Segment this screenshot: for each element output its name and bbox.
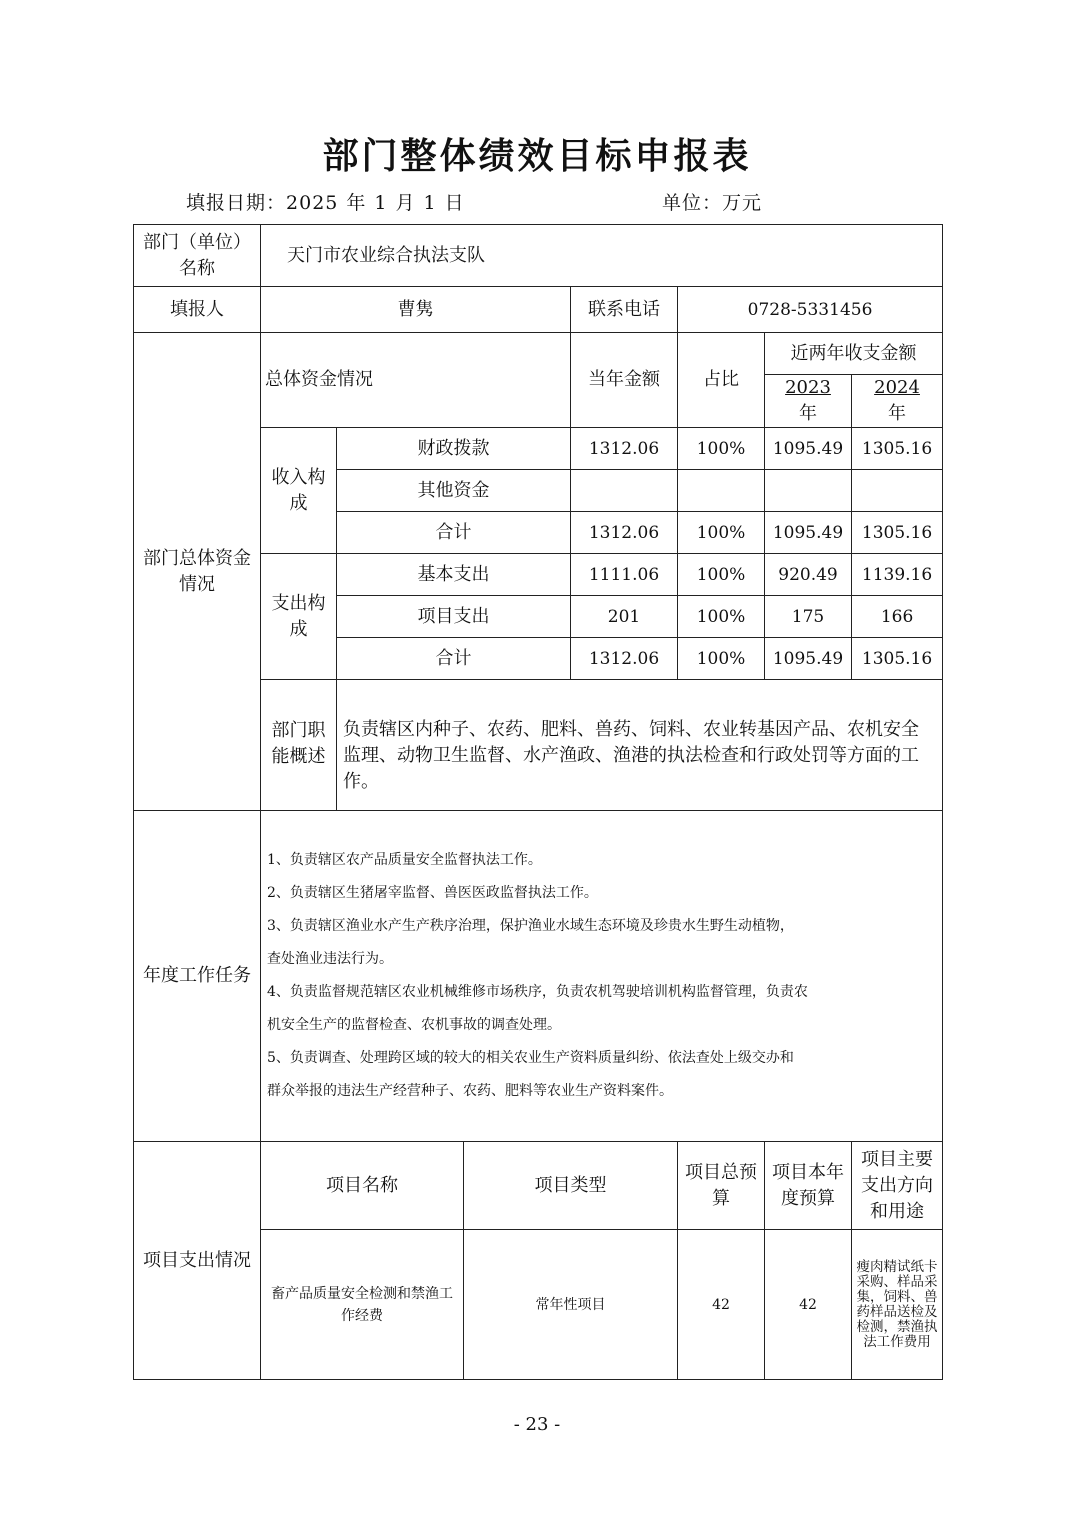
row-amount — [571, 470, 678, 512]
row-name: 项目支出 — [337, 596, 571, 638]
row-2024: 1305.16 — [852, 638, 943, 680]
row-ratio: 100% — [678, 596, 765, 638]
year-unit: 年 — [346, 192, 367, 214]
funds-section-label: 部门总体资金情况 — [134, 333, 261, 811]
project-total-budget: 42 — [678, 1230, 765, 1380]
tasks-row — [134, 811, 943, 1142]
day-unit: 日 — [444, 192, 465, 214]
row-ratio: 100% — [678, 428, 765, 470]
project-year-budget-header: 项目本年度预算 — [765, 1142, 852, 1230]
expense-label: 支出构成 — [261, 554, 337, 680]
year-2023-header: 2023 年 — [765, 375, 852, 428]
project-purpose-header: 项目主要支出方向和用途 — [852, 1142, 943, 1230]
row-ratio: 100% — [678, 512, 765, 554]
task-item: 5、负责调查、处理跨区域的较大的相关农业生产资料质量纠纷、依法查处上级交办和 — [267, 1050, 794, 1066]
phone-label: 联系电话 — [571, 287, 678, 333]
row-amount: 1111.06 — [571, 554, 678, 596]
row-2023: 1095.49 — [765, 638, 852, 680]
tasks-content — [261, 811, 943, 1142]
ratio-header: 占比 — [678, 333, 765, 428]
page-number: - 23 - — [513, 1414, 561, 1435]
row-amount: 1312.06 — [571, 428, 678, 470]
project-type-header: 项目类型 — [464, 1142, 678, 1230]
fill-date-day: 1 — [423, 192, 437, 214]
task-item: 查处渔业违法行为。 — [267, 951, 393, 967]
dept-name-value: 天门市农业综合执法支队 — [261, 225, 943, 287]
function-label: 部门职能概述 — [261, 680, 337, 811]
fill-date-year: 2025 — [286, 192, 339, 214]
reporter-label: 填报人 — [134, 287, 261, 333]
task-item: 2、负责辖区生猪屠宰监督、兽医医政监督执法工作。 — [267, 885, 598, 901]
project-year-budget: 42 — [765, 1230, 852, 1380]
row-2024: 1305.16 — [852, 512, 943, 554]
project-purpose: 瘦肉精试纸卡采购、样品采集，饲料、兽药样品送检及检测，禁渔执法工作费用 — [852, 1230, 943, 1380]
fill-date-month: 1 — [374, 192, 388, 214]
row-2023 — [765, 470, 852, 512]
row-name: 财政拨款 — [337, 428, 571, 470]
row-2023: 1095.49 — [765, 512, 852, 554]
funds-header-row — [134, 333, 943, 375]
row-ratio: 100% — [678, 554, 765, 596]
row-2024: 166 — [852, 596, 943, 638]
project-type: 常年性项目 — [464, 1230, 678, 1380]
task-item: 1、负责辖区农产品质量安全监督执法工作。 — [267, 852, 542, 868]
row-name: 其他资金 — [337, 470, 571, 512]
current-amount-header: 当年金额 — [571, 333, 678, 428]
row-2023: 920.49 — [765, 554, 852, 596]
row-name: 基本支出 — [337, 554, 571, 596]
unit-label: 单位：万元 — [662, 192, 763, 214]
row-2023: 1095.49 — [765, 428, 852, 470]
projects-header-row — [134, 1142, 943, 1230]
projects-section-label: 项目支出情况 — [134, 1142, 261, 1380]
year-2024-header: 2024 年 — [852, 375, 943, 428]
row-amount: 201 — [571, 596, 678, 638]
row-2024: 1139.16 — [852, 554, 943, 596]
fill-date — [186, 188, 465, 215]
month-unit: 月 — [395, 192, 416, 214]
income-label: 收入构成 — [261, 428, 337, 554]
task-item: 3、负责辖区渔业水产生产秩序治理，保护渔业水域生态环境及珍贵水生野生动植物， — [267, 918, 794, 934]
project-name-header: 项目名称 — [261, 1142, 464, 1230]
task-item: 4、负责监督规范辖区农业机械维修市场秩序，负责农机驾驶培训机构监督管理，负责农 — [267, 984, 808, 1000]
row-amount: 1312.06 — [571, 638, 678, 680]
task-item: 群众举报的违法生产经营种子、农药、肥料等农业生产资料案件。 — [267, 1083, 673, 1099]
dept-name-label: 部门（单位）名称 — [134, 225, 261, 287]
row-2023: 175 — [765, 596, 852, 638]
row-ratio: 100% — [678, 638, 765, 680]
row-amount: 1312.06 — [571, 512, 678, 554]
row-ratio — [678, 470, 765, 512]
project-total-budget-header: 项目总预算 — [678, 1142, 765, 1230]
row-name: 合计 — [337, 638, 571, 680]
row-2024: 1305.16 — [852, 428, 943, 470]
fill-date-label: 填报日期： — [186, 192, 287, 214]
performance-table — [133, 224, 943, 1380]
function-text: 负责辖区内种子、农药、肥料、兽药、饲料、农业转基因产品、农机安全监理、动物卫生监督、水产渔政、渔港的执法检查和行政处罚等方面的工作。 — [337, 680, 943, 811]
recent-years-header: 近两年收支金额 — [765, 333, 943, 375]
project-name: 畜产品质量安全检测和禁渔工作经费 — [261, 1230, 464, 1380]
tasks-label: 年度工作任务 — [134, 811, 261, 1142]
reporter-value: 曹隽 — [261, 287, 571, 333]
row-name: 合计 — [337, 512, 571, 554]
task-item: 机安全生产的监督检查、农机事故的调查处理。 — [267, 1017, 561, 1033]
row-2024 — [852, 470, 943, 512]
dept-name-row — [134, 225, 943, 287]
reporter-row — [134, 287, 943, 333]
overall-funds-label: 总体资金情况 — [261, 333, 571, 428]
page-title: 部门整体绩效目标申报表 — [322, 136, 752, 177]
phone-value: 0728-5331456 — [678, 287, 943, 333]
